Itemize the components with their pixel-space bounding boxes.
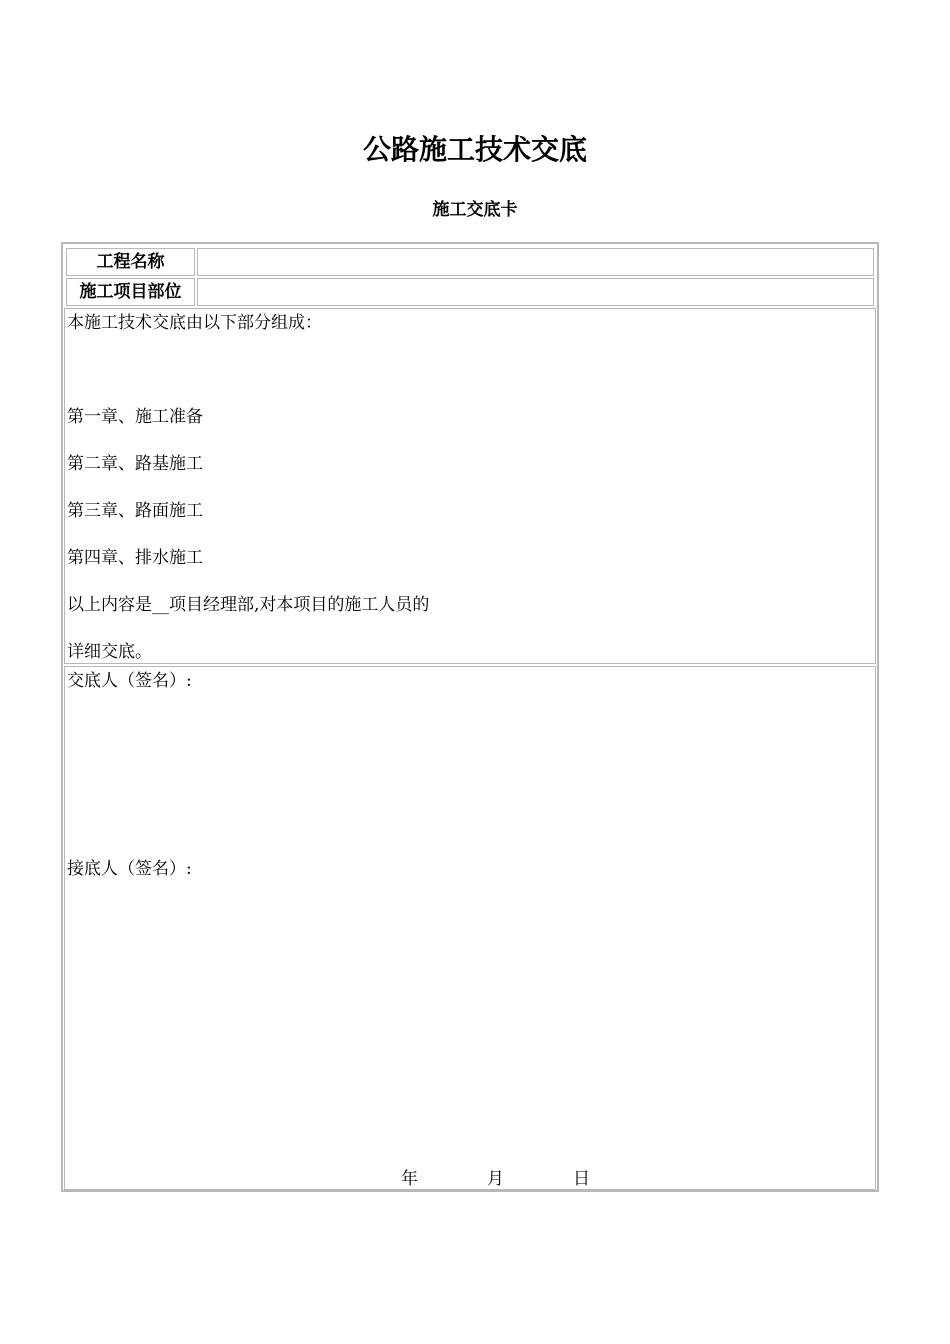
receiver-signature-label: 接底人（签名）: (67, 859, 192, 879)
project-part-label: 施工项目部位 (66, 278, 195, 306)
project-name-field[interactable] (197, 248, 874, 276)
chapter-item: 第三章、路面施工 (67, 501, 203, 521)
intro-text: 本施工技术交底由以下部分组成： (67, 313, 322, 333)
document-title: 公路施工技术交底 (362, 133, 587, 166)
giver-signature-label: 交底人（签名）: (67, 671, 192, 691)
date-month: 月 (487, 1169, 504, 1189)
chapter-item: 第四章、排水施工 (67, 548, 203, 568)
chapter-item: 第一章、施工准备 (67, 407, 203, 427)
date-day: 日 (573, 1169, 590, 1189)
signature-section (64, 666, 876, 1190)
document-subtitle: 施工交底卡 (432, 200, 518, 220)
chapter-item: 第二章、路基施工 (67, 454, 203, 474)
project-part-field[interactable] (197, 278, 874, 306)
summary-text: 以上内容是__项目经理部,对本项目的施工人员的 (67, 595, 430, 615)
date-year: 年 (401, 1169, 418, 1189)
content-section (64, 308, 876, 664)
project-name-label: 工程名称 (66, 248, 195, 276)
summary-text-continued: 详细交底。 (67, 642, 152, 662)
date-line (401, 1167, 590, 1191)
handover-card (61, 242, 879, 1192)
